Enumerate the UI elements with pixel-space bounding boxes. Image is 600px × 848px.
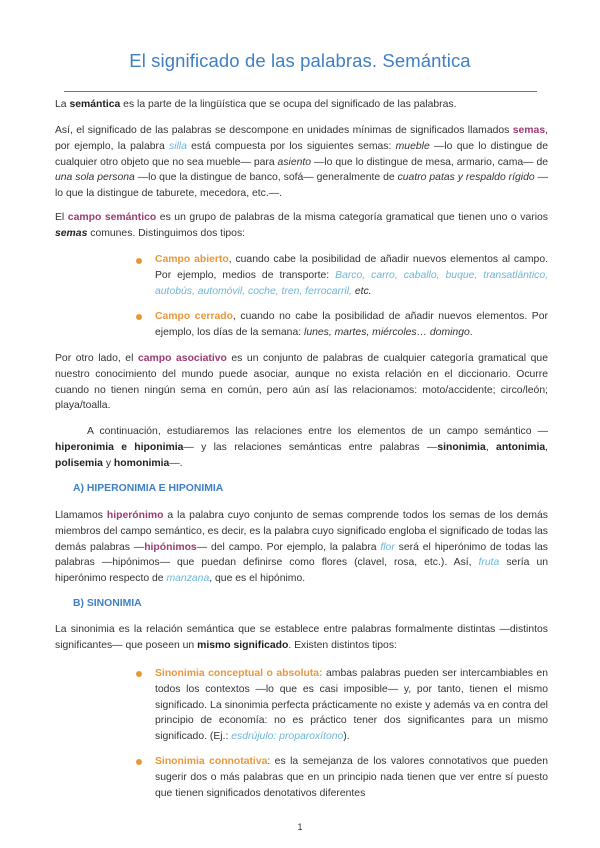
list-item-campo-cerrado: Campo cerrado, cuando no cabe la posibilidad de añadir nuevos elementos. Por ejemplo, los días de la semana: lunes, martes, miércoles… domingo. bbox=[155, 311, 548, 338]
page-number: 1 bbox=[297, 822, 303, 832]
paragraph-semas: Así, el significado de las palabras se descompone en unidades mínimas de significados llamados semas, por ejemplo, la palabra silla está compuesta por los siguientes semas: mueble —lo que lo distingue de cualquier otro objeto que no sea mueble— para asiento —lo que lo distingue de mesa, armario, cama— de una sola persona —lo que la distingue de banco, sofá— generalmente de cuatro patas y respaldo rígido —lo que la distingue de taburete, mecedora, etc.—. bbox=[55, 125, 548, 200]
list-item-campo-abierto: Campo abierto, cuando cabe la posibilidad de añadir nuevos elementos al campo. Por ejemplo, medios de transporte: Barco, carro, caballo, buque, transatlántico, autobús, automóvil, coche, tren, ferrocarril, etc. bbox=[155, 254, 548, 297]
bullet-icon bbox=[136, 671, 142, 677]
paragraph-hiperonimo: Llamamos hiperónimo a la palabra cuyo conjunto de semas comprende todos los semas de los demás miembros del campo semántico, es decir, es la palabra cuyo significado engloba el significado de todas las demás palabras —hipónimos— del campo. Por ejemplo, la palabra flor será el hiperónimo de todas las palabras —hipónimos— que puedan definirse como flores (clavel, rosa, etc.). Así, fruta sería un hiperónimo respecto de manzana, que es el hipónimo. bbox=[55, 510, 549, 585]
bullet-icon bbox=[136, 314, 142, 320]
paragraph-semantica: La semántica es la parte de la lingüística que se ocupa del significado de las palabras. bbox=[55, 99, 457, 110]
title-underline bbox=[64, 91, 537, 92]
page-title: El significado de las palabras. Semántica bbox=[129, 50, 471, 71]
list-item-sinonimia-connotativa: Sinonimia connotativa: es la semejanza de los valores connotativos que pueden sugerir dos o más palabras que en un principio nada tienen que ver entre sí puesto que tienen significados denotativos diferentes bbox=[155, 756, 548, 799]
paragraph-relaciones: A continuación, estudiaremos las relaciones entre los elementos de un campo semántico —hiperonimia e hiponimia— y las relaciones semánticas entre palabras —sinonimia, antonimia, polisemia y homonimia—. bbox=[55, 426, 549, 469]
bullet-icon bbox=[136, 258, 142, 264]
paragraph-campo-semantico: El campo semántico es un grupo de palabras de la misma categoría gramatical que tienen uno o varios semas comunes. Distinguimos dos tipos: bbox=[55, 212, 548, 239]
heading-sinonimia: B) SINONIMIA bbox=[73, 598, 142, 609]
list-item-sinonimia-conceptual: Sinonimia conceptual o absoluta: ambas palabras pueden ser intercambiables en todos los contextos —lo que es casi imposible— y, por tanto, tienen el mismo significado. La sinonimia perfecta prácticamente no existe y además va en contra del principio de economía: no es práctico tener dos significantes para un mismo significado. (Ej.: esdrújulo: proparoxítono). bbox=[155, 668, 548, 743]
paragraph-sinonimia: La sinonimia es la relación semántica que se establece entre palabras formalmente distintas —distintos significantes— que poseen un mismo significado. Existen distintos tipos: bbox=[55, 624, 548, 651]
bullet-icon bbox=[136, 759, 142, 765]
heading-hiperonimia: A) HIPERONIMIA E HIPONIMIA bbox=[73, 483, 224, 494]
paragraph-campo-asociativo: Por otro lado, el campo asociativo es un conjunto de palabras de cualquier categoría gramatical que nuestro conocimiento del mundo puede asociar, aunque no exista relación en el diccionario. Ocurre cuando no tienen ningún sema en común, pero aún así las relacionamos: moto/accidente; circo/león; playa/toalla. bbox=[55, 353, 548, 412]
